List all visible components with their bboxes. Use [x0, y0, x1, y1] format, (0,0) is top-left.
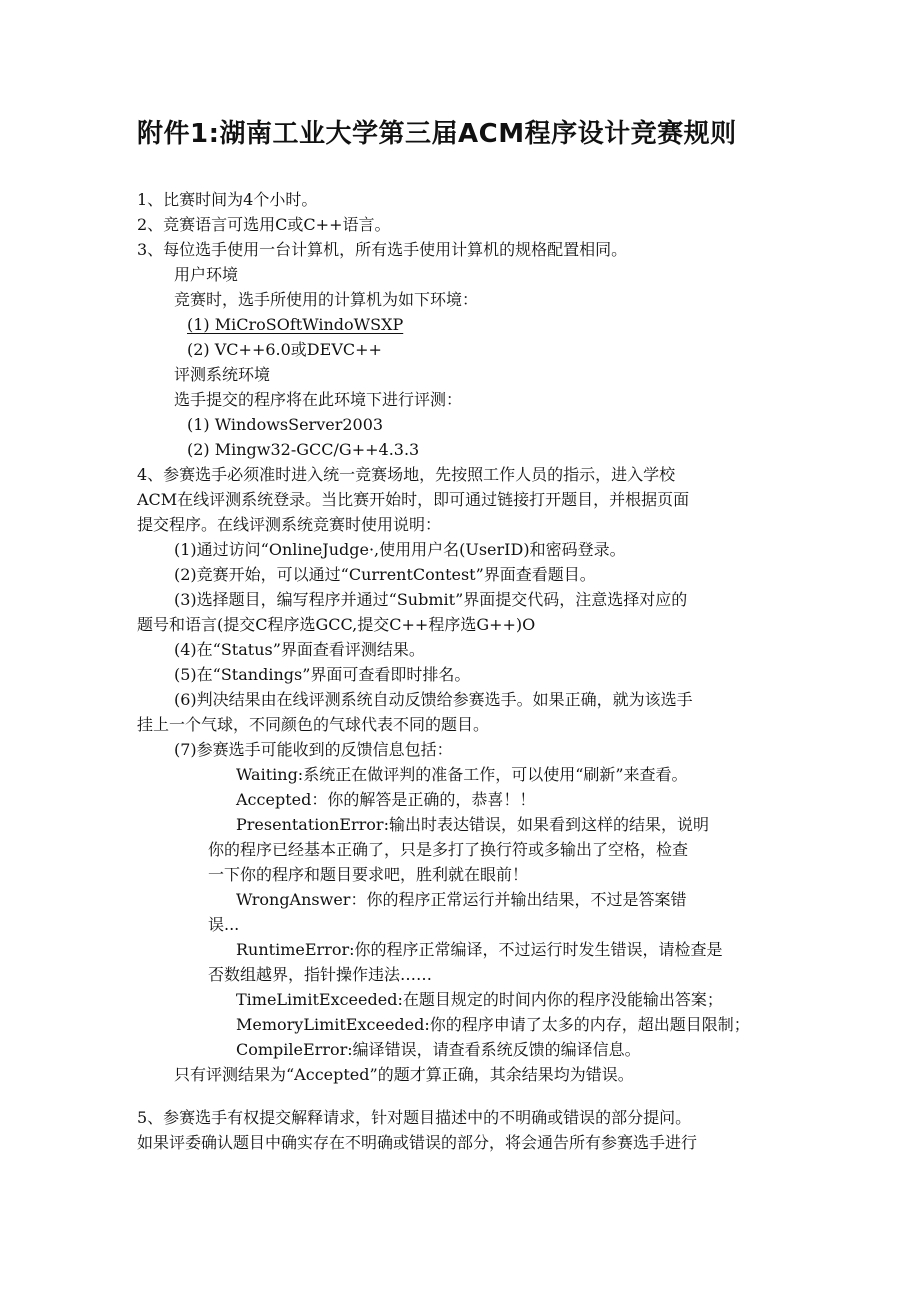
feedback-runtime-error-line-2: 否数组越界，指针操作违法…… — [208, 965, 433, 984]
user-env-desc: 竞赛时，选手所使用的计算机为如下环境： — [174, 290, 479, 309]
rule-5-line-2: 如果评委确认题目中确实存在不明确或错误的部分，将会通告所有参赛选手进行 — [137, 1133, 698, 1152]
rule-1-line: 1、比赛时间为4个小时。 — [137, 190, 318, 209]
feedback-wrong-answer-line-1: WrongAnswer：你的程序正常运行并输出结果，不过是答案错 — [236, 890, 687, 909]
usage-step-7: (7)参赛选手可能收到的反馈信息包括： — [174, 740, 453, 759]
rule-4-line-3: 提交程序。在线评测系统竞赛时使用说明： — [137, 515, 442, 534]
usage-step-5: (5)在“Standings”界面可查看即时排名。 — [174, 665, 471, 684]
feedback-accepted: Accepted：你的解答是正确的，恭喜！！ — [236, 790, 536, 809]
feedback-presentation-error-line-1: PresentationError:输出时表达错误，如果看到这样的结果，说明 — [236, 815, 709, 834]
judge-env-item-compiler: (2) Mingw32-GCC/G++4.3.3 — [187, 440, 420, 459]
rule-4-line-1: 4、参赛选手必须准时进入统一竞赛场地，先按照工作人员的指示，进入学校 — [137, 465, 676, 484]
feedback-presentation-error-line-3: 一下你的程序和题目要求吧，胜利就在眼前！ — [208, 865, 529, 884]
user-env-item-os: (1) MiCroSOftWindoWSXP — [187, 315, 404, 334]
user-env-item-ide: (2) VC++6.0或DEVC++ — [187, 340, 382, 359]
usage-step-6-line-2: 挂上一个气球，不同颜色的气球代表不同的题目。 — [137, 715, 490, 734]
document-title: 附件1:湖南工业大学第三届ACM程序设计竞赛规则 — [137, 119, 737, 149]
usage-step-4: (4)在“Status”界面查看评测结果。 — [174, 640, 425, 659]
usage-step-2: (2)竞赛开始，可以通过“CurrentContest”界面查看题目。 — [174, 565, 596, 584]
feedback-waiting: Waiting:系统正在做评判的准备工作，可以使用“刷新”来查看。 — [236, 765, 688, 784]
usage-step-6-line-1: (6)判决结果由在线评测系统自动反馈给参赛选手。如果正确，就为该选手 — [174, 690, 693, 709]
usage-step-1: (1)通过访问“OnlineJudge·,使用用户名(UserID)和密码登录。 — [174, 540, 626, 559]
feedback-memory-limit-exceeded: MemoryLimitExceeded:你的程序申请了太多的内存，超出题目限制； — [236, 1015, 750, 1034]
feedback-compile-error: CompileError:编译错误，请查看系统反馈的编译信息。 — [236, 1040, 641, 1059]
rule-4-line-2: ACM在线评测系统登录。当比赛开始时，即可通过链接打开题目，并根据页面 — [137, 490, 690, 509]
feedback-presentation-error-line-2: 你的程序已经基本正确了，只是多打了换行符或多输出了空格，检查 — [208, 840, 689, 859]
judge-env-desc: 选手提交的程序将在此环境下进行评测： — [174, 390, 463, 409]
feedback-runtime-error-line-1: RuntimeError:你的程序正常编译，不过运行时发生错误，请检查是 — [236, 940, 723, 959]
accepted-only-note: 只有评测结果为“Accepted”的题才算正确，其余结果均为错误。 — [174, 1065, 634, 1084]
rule-2-line: 2、竞赛语言可选用C或C++语言。 — [137, 215, 391, 234]
rule-3-line: 3、每位选手使用一台计算机，所有选手使用计算机的规格配置相同。 — [137, 240, 628, 259]
feedback-wrong-answer-line-2: 误... — [208, 915, 240, 934]
rule-5-line-1: 5、参赛选手有权提交解释请求，针对题目描述中的不明确或错误的部分提问。 — [137, 1108, 692, 1127]
judge-env-heading: 评测系统环境 — [174, 365, 271, 384]
user-env-heading: 用户环境 — [174, 265, 239, 284]
feedback-time-limit-exceeded: TimeLimitExceeded:在题目规定的时间内你的程序没能输出答案； — [236, 990, 723, 1009]
judge-env-item-os: (1) WindowsServer2003 — [187, 415, 384, 434]
usage-step-3-line-1: (3)选择题目，编写程序并通过“Submit”界面提交代码，注意选择对应的 — [174, 590, 688, 609]
usage-step-3-line-2: 题号和语言(提交C程序选GCC,提交C++程序选G++)O — [137, 615, 536, 634]
